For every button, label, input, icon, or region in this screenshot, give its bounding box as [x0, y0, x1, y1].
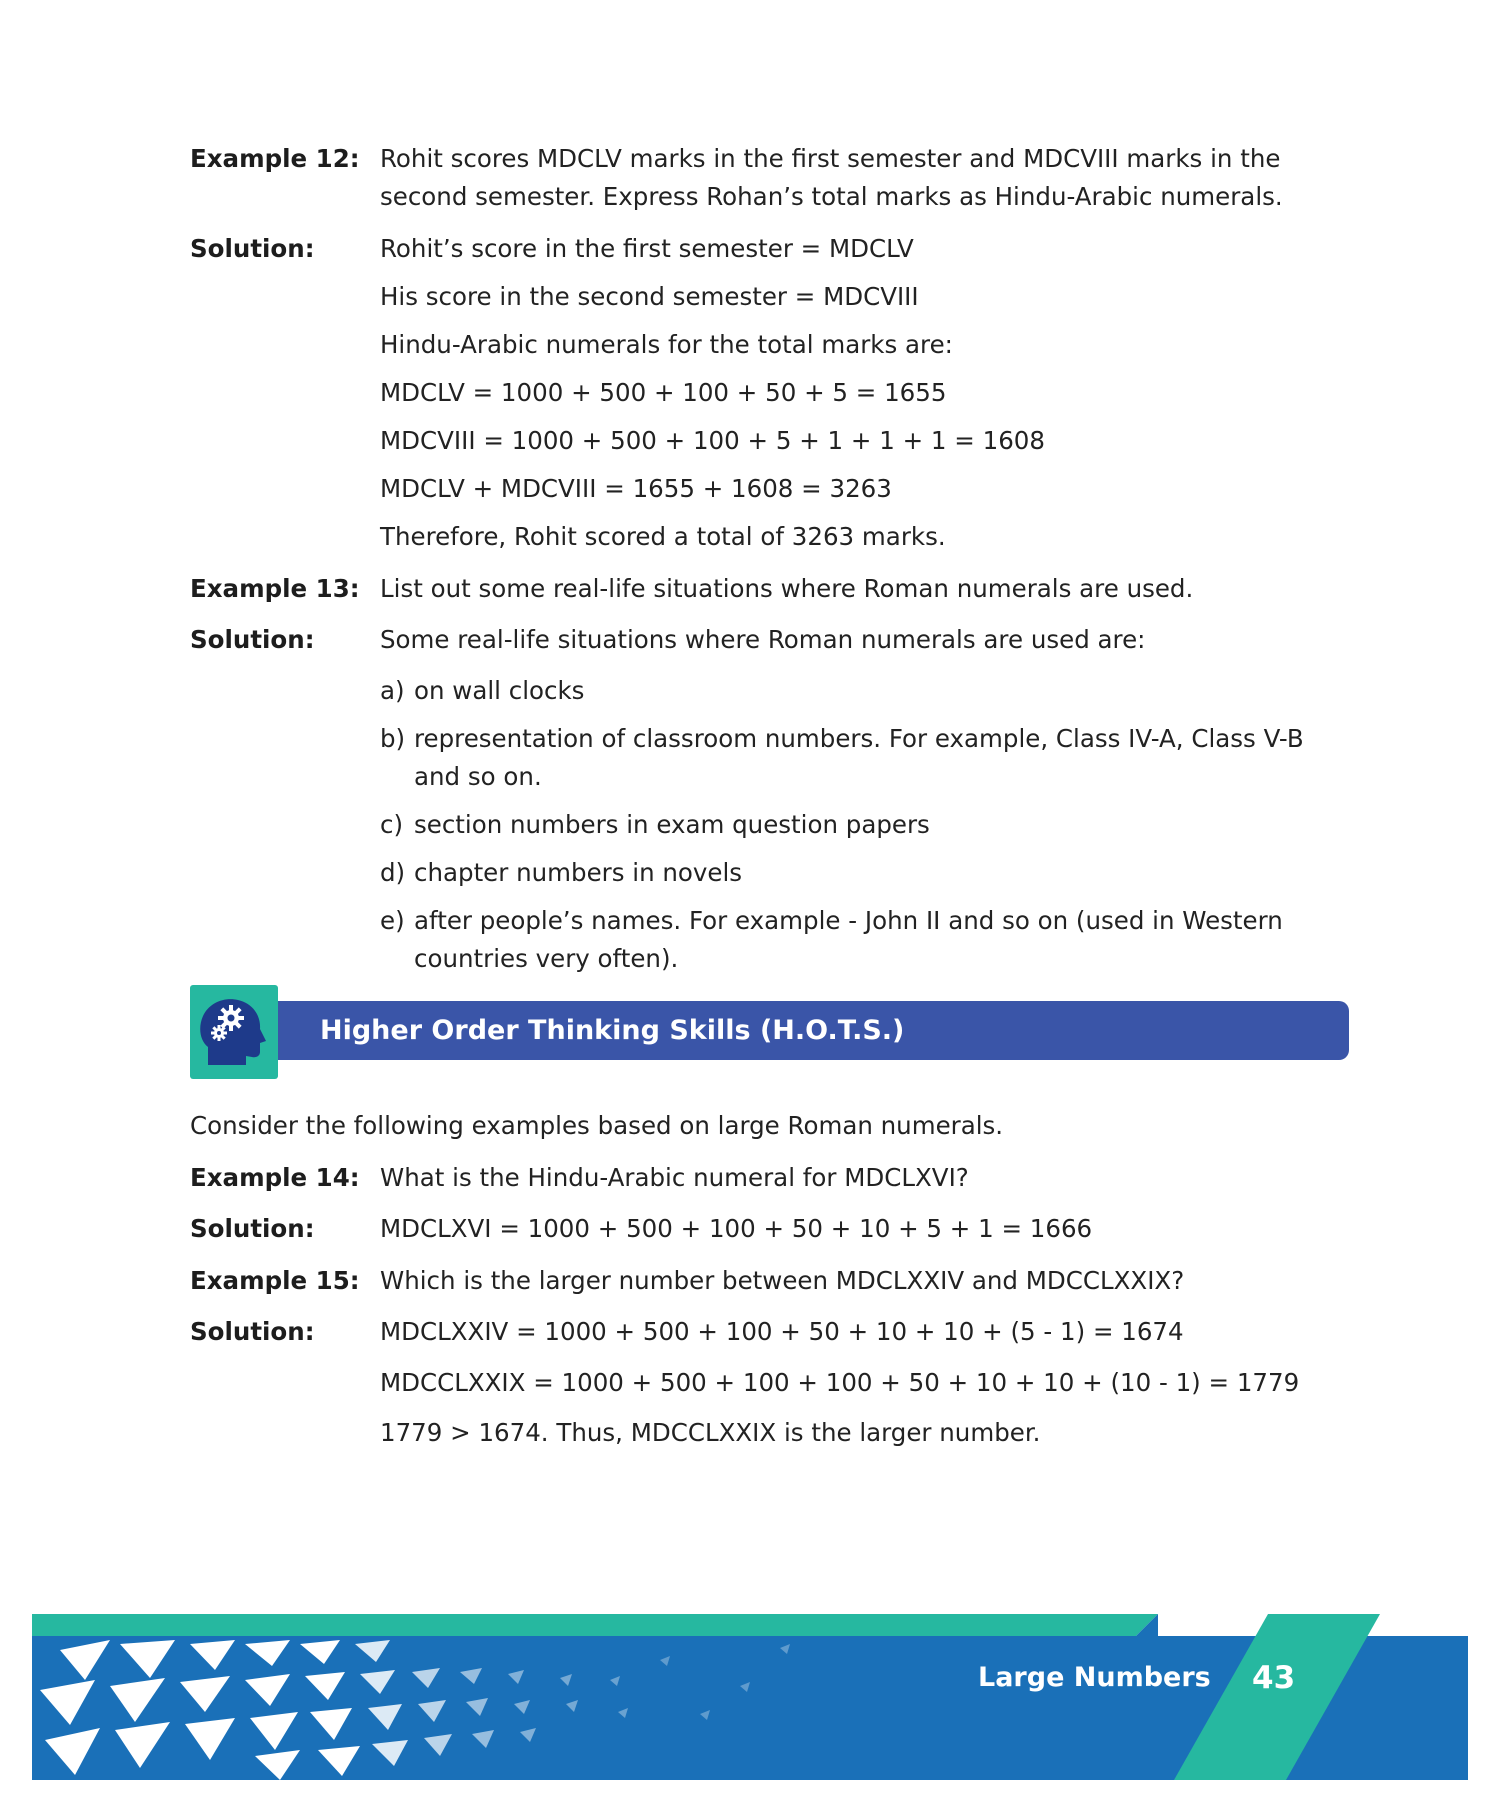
- head-gears-icon: [190, 985, 278, 1079]
- list-marker: c): [380, 810, 404, 839]
- example-14-label: Example 14:: [190, 1163, 360, 1192]
- list-item-text: representation of classroom numbers. For example, Class IV-A, Class V-B: [414, 724, 1304, 753]
- solution-step: His score in the second semester = MDCVIII: [380, 282, 919, 311]
- example-12-question-line1: Rohit scores MDCLV marks in the first semester and MDCVIII marks in the: [380, 144, 1281, 173]
- list-item-text: chapter numbers in novels: [414, 858, 743, 887]
- solution-step: 1779 > 1674. Thus, MDCCLXXIX is the larger number.: [380, 1418, 1041, 1447]
- example-13-label: Example 13:: [190, 574, 360, 603]
- list-item-text: on wall clocks: [414, 676, 585, 705]
- solution-step: Hindu-Arabic numerals for the total marks are:: [380, 330, 953, 359]
- hots-title: Higher Order Thinking Skills (H.O.T.S.): [320, 1015, 905, 1046]
- list-item-text: countries very often).: [414, 944, 679, 973]
- solution-label: Solution:: [190, 1214, 315, 1243]
- solution-step: MDCLXVI = 1000 + 500 + 100 + 50 + 10 + 5 + 1 = 1666: [380, 1214, 1093, 1243]
- solution-label: Solution:: [190, 234, 315, 263]
- solution-label: Solution:: [190, 625, 315, 654]
- solution-step: MDCCLXXIX = 1000 + 500 + 100 + 100 + 50 + 10 + 10 + (10 - 1) = 1779: [380, 1368, 1300, 1397]
- list-marker: d): [380, 858, 406, 887]
- list-item-text: and so on.: [414, 762, 542, 791]
- example-12-label: Example 12:: [190, 144, 360, 173]
- example-13-question: List out some real-life situations where Roman numerals are used.: [380, 574, 1194, 603]
- list-item-text: section numbers in exam question papers: [414, 810, 930, 839]
- solution-intro: Some real-life situations where Roman numerals are used are:: [380, 625, 1146, 654]
- chapter-title: Large Numbers: [978, 1662, 1211, 1693]
- solution-step: Rohit’s score in the first semester = MDCLV: [380, 234, 914, 263]
- list-marker: a): [380, 676, 405, 705]
- example-12-question-line2: second semester. Express Rohan’s total marks as Hindu-Arabic numerals.: [380, 182, 1283, 211]
- page-number: 43: [1252, 1660, 1296, 1696]
- list-marker: e): [380, 906, 405, 935]
- list-marker: b): [380, 724, 406, 753]
- example-15-question: Which is the larger number between MDCLXXIV and MDCCLXXIX?: [380, 1266, 1185, 1295]
- example-14-question: What is the Hindu-Arabic numeral for MDCLXVI?: [380, 1163, 969, 1192]
- solution-step: MDCLV = 1000 + 500 + 100 + 50 + 5 = 1655: [380, 378, 947, 407]
- solution-label: Solution:: [190, 1317, 315, 1346]
- hots-intro: Consider the following examples based on large Roman numerals.: [190, 1111, 1004, 1140]
- example-15-label: Example 15:: [190, 1266, 360, 1295]
- list-item-text: after people’s names. For example - John II and so on (used in Western: [414, 906, 1283, 935]
- hots-banner: [276, 1001, 1349, 1060]
- hots-icon-box: [190, 985, 278, 1079]
- solution-step: MDCLV + MDCVIII = 1655 + 1608 = 3263: [380, 474, 892, 503]
- solution-step: MDCVIII = 1000 + 500 + 100 + 5 + 1 + 1 + 1 = 1608: [380, 426, 1045, 455]
- footer-banner: [0, 1600, 1494, 1800]
- solution-step: MDCLXXIV = 1000 + 500 + 100 + 50 + 10 + 10 + (5 - 1) = 1674: [380, 1317, 1184, 1346]
- solution-step: Therefore, Rohit scored a total of 3263 marks.: [380, 522, 946, 551]
